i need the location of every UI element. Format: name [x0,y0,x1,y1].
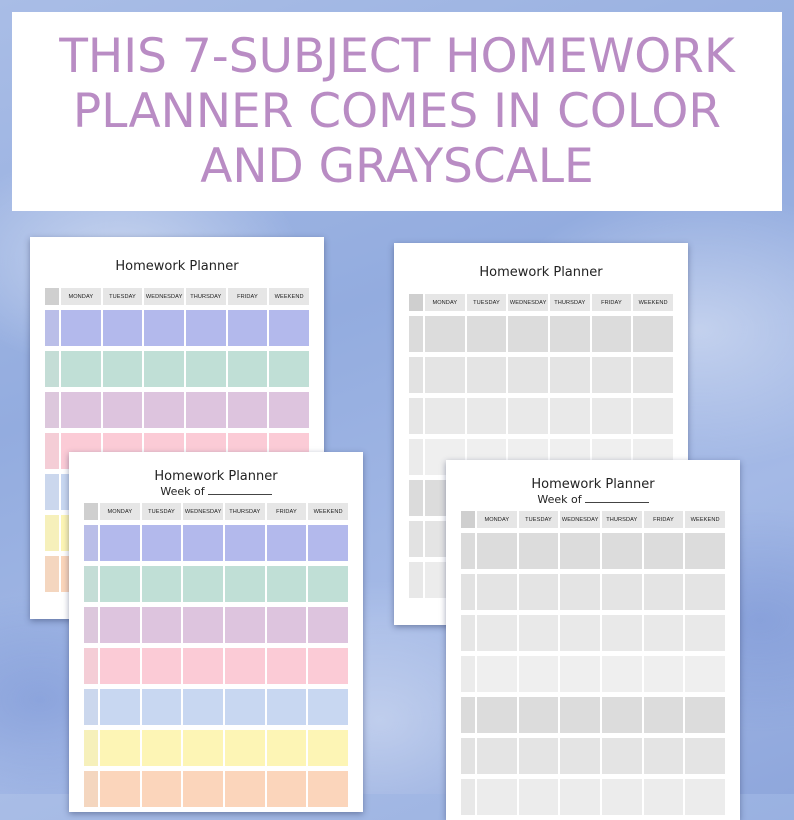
homework-cell[interactable] [103,392,143,428]
subject-label-cell[interactable] [45,474,59,510]
homework-cell[interactable] [100,771,140,807]
homework-cell[interactable] [228,351,268,387]
homework-cell[interactable] [477,574,517,610]
subject-row [84,607,348,643]
subject-row [84,689,348,725]
week-of-line [446,493,740,506]
subject-row [409,316,673,352]
subject-label-cell[interactable] [409,480,423,516]
homework-cell[interactable] [592,357,632,393]
day-header-monday: MONDAY [425,294,465,311]
homework-cell[interactable] [519,779,559,815]
subject-row [461,533,725,569]
homework-cell[interactable] [269,392,309,428]
homework-cell[interactable] [228,392,268,428]
subject-row [45,351,309,387]
homework-cell[interactable] [100,648,140,684]
subject-label-cell[interactable] [409,439,423,475]
subject-row [84,648,348,684]
homework-cell[interactable] [100,607,140,643]
subject-row [461,656,725,692]
homework-cell[interactable] [644,779,684,815]
homework-cell[interactable] [644,533,684,569]
subject-row [84,730,348,766]
day-header-wednesday: WEDNESDAY [508,294,548,311]
homework-cell[interactable] [308,771,348,807]
subject-row [461,574,725,610]
day-header-monday: MONDAY [100,503,140,520]
homework-cell[interactable] [144,351,184,387]
homework-cell[interactable] [519,738,559,774]
homework-cell[interactable] [308,648,348,684]
homework-cell[interactable] [100,689,140,725]
homework-cell[interactable] [142,607,182,643]
homework-cell[interactable] [467,398,507,434]
homework-cell[interactable] [225,525,265,561]
subject-label-cell[interactable] [45,310,59,346]
title-banner [12,12,782,211]
subject-label-cell[interactable] [45,351,59,387]
subject-label-cell[interactable] [461,574,475,610]
homework-cell[interactable] [508,398,548,434]
subject-label-cell[interactable] [461,779,475,815]
day-header-tuesday: TUESDAY [142,503,182,520]
homework-cell[interactable] [269,351,309,387]
subject-label-cell[interactable] [461,533,475,569]
homework-cell[interactable] [477,656,517,692]
planner-title: Homework Planner [479,265,603,280]
planner-title: Homework Planner [115,259,239,274]
day-header-friday: FRIDAY [228,288,268,305]
day-header-thursday: THURSDAY [186,288,226,305]
planner-title: Homework Planner [154,469,278,484]
homework-cell[interactable] [644,615,684,651]
subject-label-cell[interactable] [409,521,423,557]
homework-cell[interactable] [508,316,548,352]
homework-cell[interactable] [477,533,517,569]
planner-grid [461,511,725,815]
day-header-wednesday: WEDNESDAY [144,288,184,305]
homework-cell[interactable] [225,771,265,807]
subject-row [461,738,725,774]
homework-cell[interactable] [602,533,642,569]
homework-cell[interactable] [519,656,559,692]
homework-cell[interactable] [685,615,725,651]
homework-cell[interactable] [560,738,600,774]
homework-cell[interactable] [183,525,223,561]
banner-heading: THIS 7-SUBJECT HOMEWORK PLANNER COMES IN COLOR AND GRAYSCALE [59,29,735,194]
homework-cell[interactable] [685,697,725,733]
homework-cell[interactable] [592,316,632,352]
homework-cell[interactable] [267,607,307,643]
subject-row [461,779,725,815]
homework-cell[interactable] [550,357,590,393]
homework-cell[interactable] [225,566,265,602]
day-header-friday: FRIDAY [267,503,307,520]
homework-cell[interactable] [142,771,182,807]
homework-cell[interactable] [644,697,684,733]
homework-cell[interactable] [183,566,223,602]
homework-cell[interactable] [183,607,223,643]
subject-label-cell[interactable] [84,771,98,807]
subject-label-cell[interactable] [45,433,59,469]
week-of-line [69,485,363,498]
homework-cell[interactable] [228,310,268,346]
homework-cell[interactable] [602,615,642,651]
homework-cell[interactable] [602,738,642,774]
subject-row [409,357,673,393]
header-corner-cell [409,294,423,311]
homework-cell[interactable] [477,615,517,651]
homework-cell[interactable] [633,316,673,352]
day-header-row [45,288,309,305]
day-header-friday: FRIDAY [592,294,632,311]
homework-cell[interactable] [142,525,182,561]
day-header-monday: MONDAY [477,511,517,528]
homework-cell[interactable] [61,392,101,428]
homework-cell[interactable] [633,357,673,393]
subject-row [409,398,673,434]
subject-label-cell[interactable] [84,648,98,684]
planner-grid [84,503,348,807]
subject-row [84,771,348,807]
homework-cell[interactable] [685,779,725,815]
homework-cell[interactable] [267,689,307,725]
subject-row [84,566,348,602]
homework-cell[interactable] [550,316,590,352]
homework-cell[interactable] [467,316,507,352]
day-header-friday: FRIDAY [644,511,684,528]
homework-cell[interactable] [467,357,507,393]
homework-cell[interactable] [183,730,223,766]
subject-label-cell[interactable] [461,738,475,774]
planner-sheet-grayscale-front [446,460,740,820]
homework-cell[interactable] [477,779,517,815]
homework-cell[interactable] [269,310,309,346]
day-header-weekend: WEEKEND [685,511,725,528]
subject-label-cell[interactable] [409,316,423,352]
day-header-row [409,294,673,311]
day-header-weekend: WEEKEND [633,294,673,311]
day-header-tuesday: TUESDAY [103,288,143,305]
homework-cell[interactable] [103,310,143,346]
subject-label-cell[interactable] [461,697,475,733]
homework-cell[interactable] [308,566,348,602]
subject-label-cell[interactable] [84,607,98,643]
homework-cell[interactable] [425,316,465,352]
homework-cell[interactable] [519,533,559,569]
homework-cell[interactable] [61,310,101,346]
homework-cell[interactable] [103,351,143,387]
homework-cell[interactable] [267,730,307,766]
homework-cell[interactable] [519,615,559,651]
day-header-row [84,503,348,520]
week-of-label: Week of [537,493,582,506]
day-header-thursday: THURSDAY [602,511,642,528]
subject-label-cell[interactable] [409,357,423,393]
homework-cell[interactable] [644,574,684,610]
homework-cell[interactable] [602,779,642,815]
subject-row [461,697,725,733]
day-header-weekend: WEEKEND [269,288,309,305]
day-header-thursday: THURSDAY [550,294,590,311]
homework-cell[interactable] [308,730,348,766]
homework-cell[interactable] [186,351,226,387]
day-header-wednesday: WEDNESDAY [560,511,600,528]
subject-label-cell[interactable] [84,730,98,766]
homework-cell[interactable] [560,533,600,569]
subject-label-cell[interactable] [409,562,423,598]
homework-cell[interactable] [560,574,600,610]
homework-cell[interactable] [267,525,307,561]
homework-cell[interactable] [100,730,140,766]
day-header-monday: MONDAY [61,288,101,305]
planner-title: Homework Planner [531,477,655,492]
homework-cell[interactable] [560,615,600,651]
homework-cell[interactable] [633,398,673,434]
homework-cell[interactable] [225,689,265,725]
homework-cell[interactable] [308,689,348,725]
homework-cell[interactable] [100,525,140,561]
header-corner-cell [461,511,475,528]
day-header-tuesday: TUESDAY [519,511,559,528]
homework-cell[interactable] [267,648,307,684]
homework-cell[interactable] [560,697,600,733]
homework-cell[interactable] [144,310,184,346]
day-header-row [461,511,725,528]
week-of-blank [208,485,272,495]
homework-cell[interactable] [61,351,101,387]
day-header-wednesday: WEDNESDAY [183,503,223,520]
subject-label-cell[interactable] [45,515,59,551]
homework-cell[interactable] [685,533,725,569]
homework-cell[interactable] [144,392,184,428]
homework-cell[interactable] [477,697,517,733]
homework-cell[interactable] [186,310,226,346]
subject-label-cell[interactable] [409,398,423,434]
week-of-label: Week of [160,485,205,498]
homework-cell[interactable] [477,738,517,774]
homework-cell[interactable] [560,656,600,692]
day-header-thursday: THURSDAY [225,503,265,520]
header-corner-cell [45,288,59,305]
subject-label-cell[interactable] [45,556,59,592]
homework-cell[interactable] [186,392,226,428]
subject-row [45,392,309,428]
homework-cell[interactable] [602,574,642,610]
header-corner-cell [84,503,98,520]
homework-cell[interactable] [644,656,684,692]
homework-cell[interactable] [225,648,265,684]
subject-label-cell[interactable] [461,656,475,692]
homework-cell[interactable] [225,607,265,643]
subject-label-cell[interactable] [45,392,59,428]
homework-cell[interactable] [183,689,223,725]
homework-cell[interactable] [519,697,559,733]
homework-cell[interactable] [267,771,307,807]
homework-cell[interactable] [183,648,223,684]
week-of-blank [585,493,649,503]
homework-cell[interactable] [425,398,465,434]
homework-cell[interactable] [225,730,265,766]
homework-cell[interactable] [267,566,307,602]
day-header-weekend: WEEKEND [308,503,348,520]
homework-cell[interactable] [142,648,182,684]
homework-cell[interactable] [308,607,348,643]
homework-cell[interactable] [519,574,559,610]
homework-cell[interactable] [592,398,632,434]
subject-label-cell[interactable] [84,566,98,602]
subject-row [45,310,309,346]
subject-row [84,525,348,561]
homework-cell[interactable] [142,730,182,766]
homework-cell[interactable] [602,656,642,692]
homework-cell[interactable] [425,357,465,393]
homework-cell[interactable] [550,398,590,434]
homework-cell[interactable] [183,771,223,807]
subject-row [461,615,725,651]
homework-cell[interactable] [308,525,348,561]
homework-cell[interactable] [100,566,140,602]
homework-cell[interactable] [644,738,684,774]
homework-cell[interactable] [685,656,725,692]
day-header-tuesday: TUESDAY [467,294,507,311]
planner-sheet-color-front [69,452,363,812]
subject-label-cell[interactable] [84,689,98,725]
subject-label-cell[interactable] [461,615,475,651]
homework-cell[interactable] [142,689,182,725]
homework-cell[interactable] [685,738,725,774]
homework-cell[interactable] [560,779,600,815]
homework-cell[interactable] [508,357,548,393]
subject-label-cell[interactable] [84,525,98,561]
homework-cell[interactable] [602,697,642,733]
homework-cell[interactable] [685,574,725,610]
homework-cell[interactable] [142,566,182,602]
